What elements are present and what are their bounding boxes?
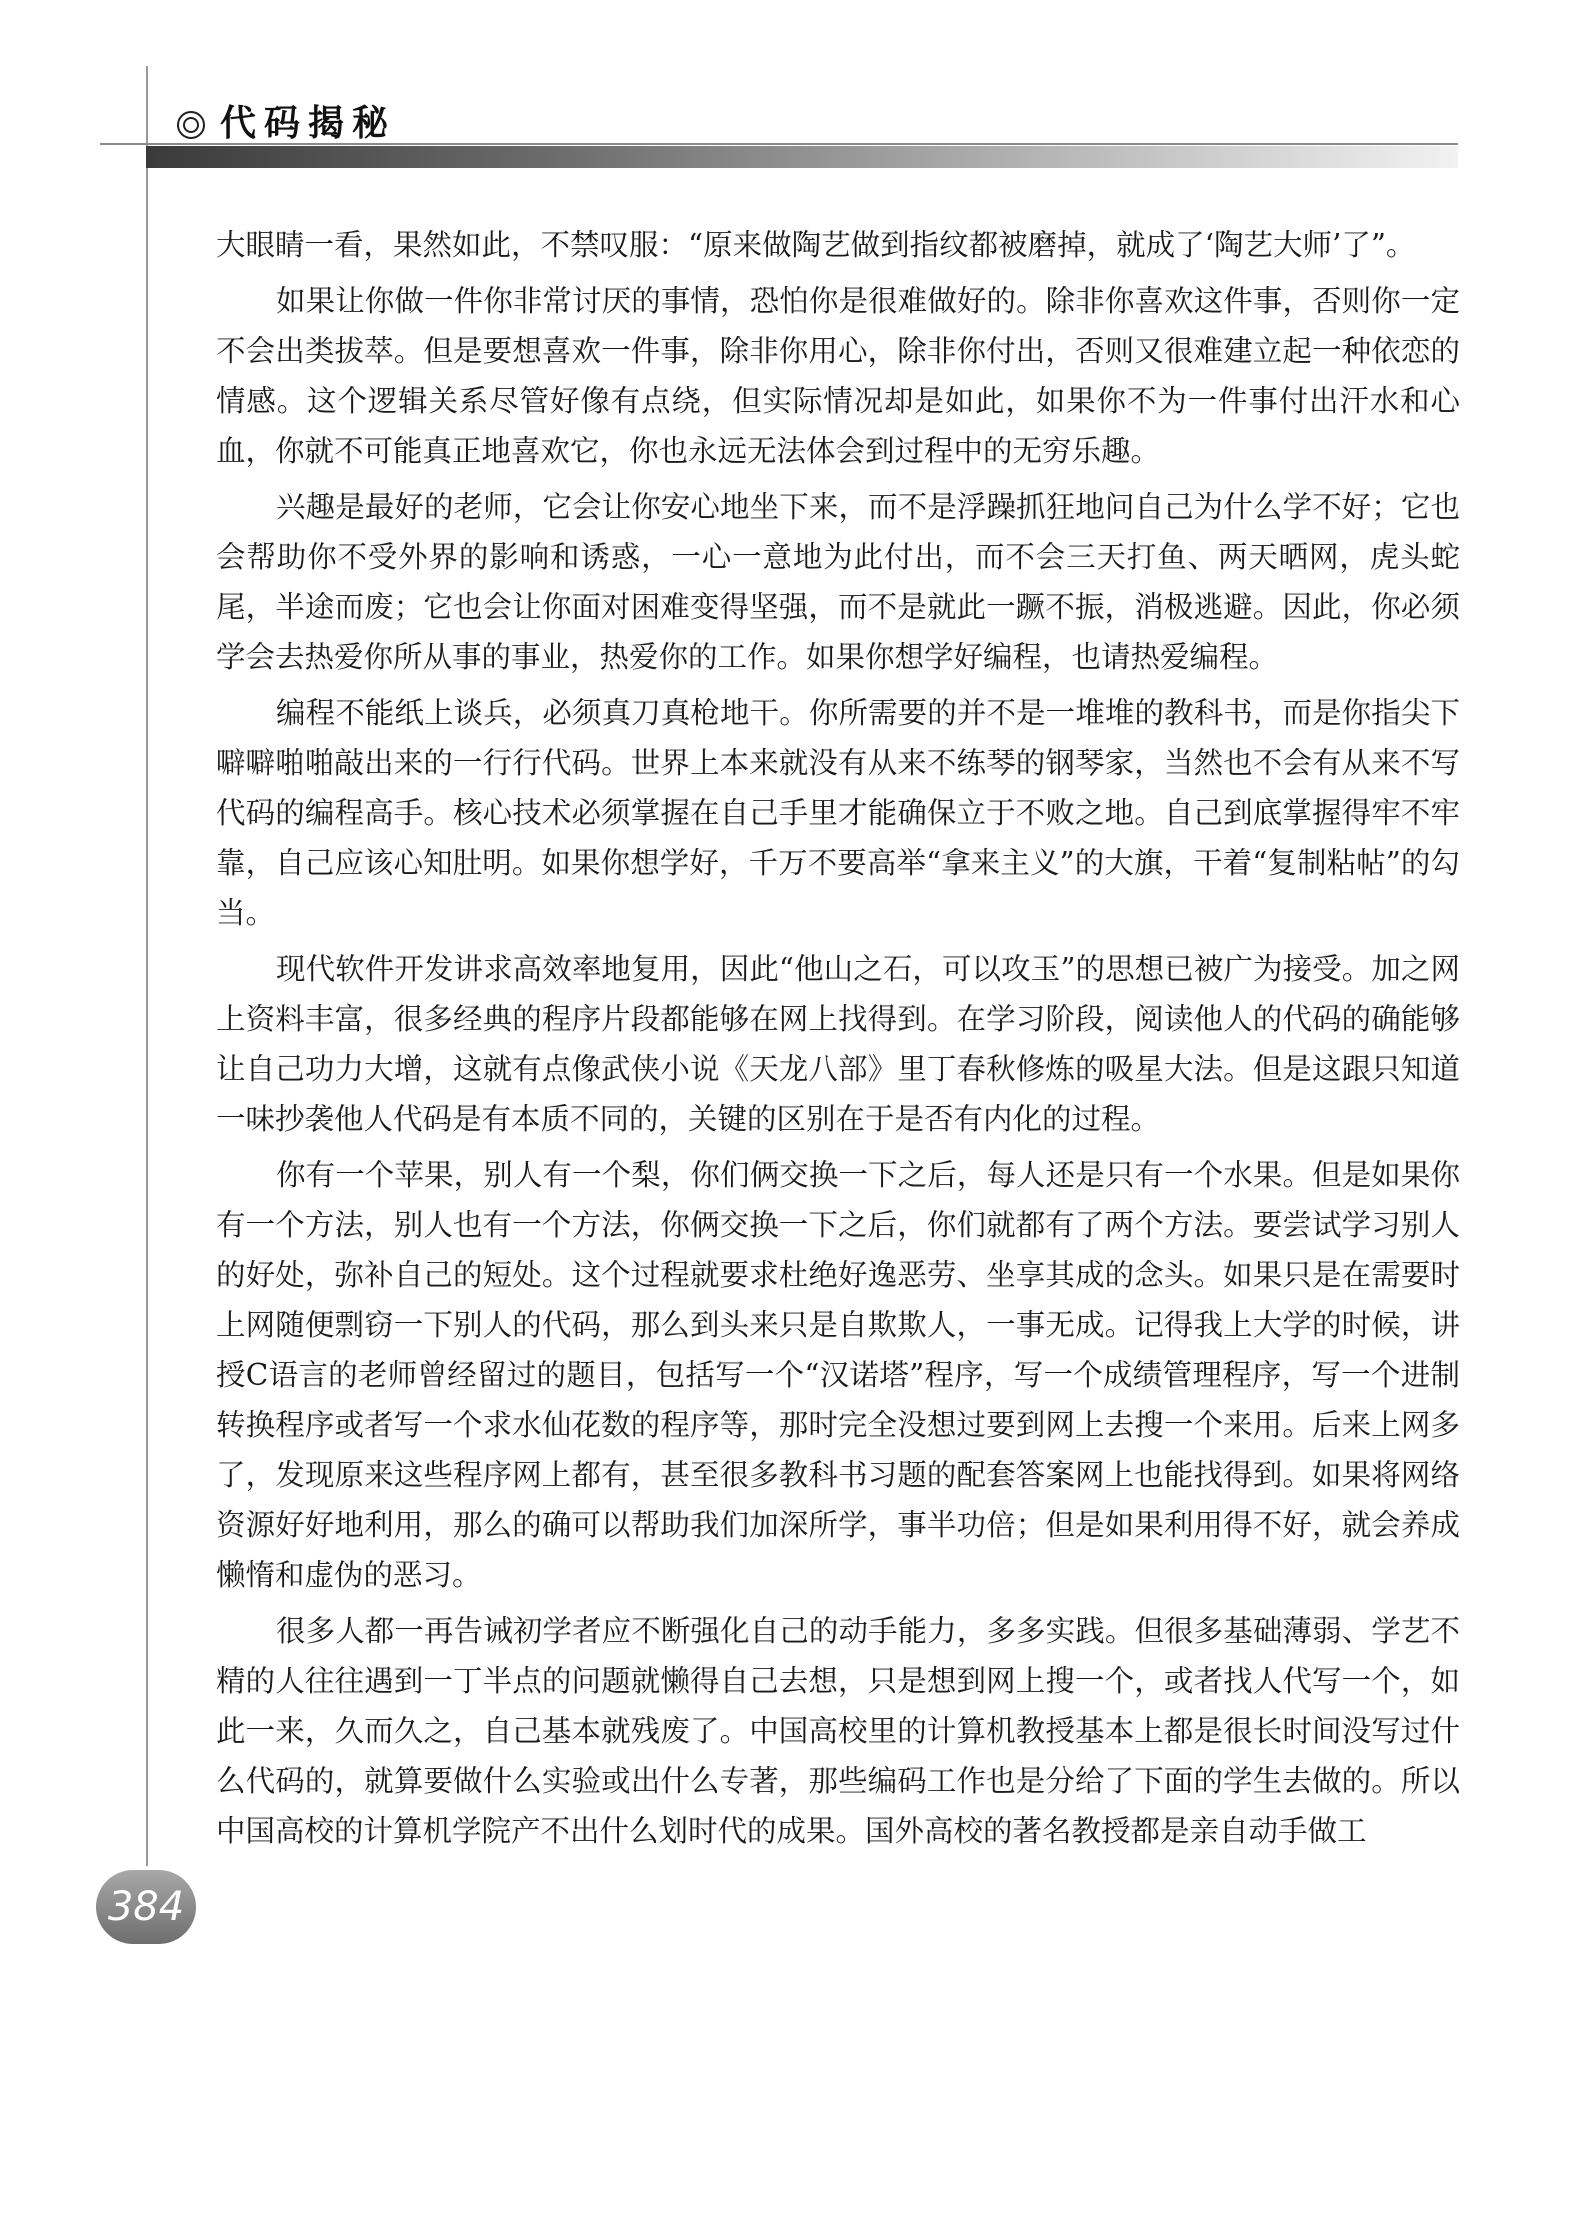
paragraph: 很多人都一再告诫初学者应不断强化自己的动手能力，多多实践。但很多基础薄弱、学艺不精的人往往遇到一丁半点的问题就懒得自己去想，只是想到网上搜一个，或者找人代写一个，如此一来，久而久之，自己基本就残废了。中国高校里的计算机教授基本上都是很长时间没写过什么代码的，就算要做什么实验或出什么专著，那些编码工作也是分给了下面的学生去做的。所以中国高校的计算机学院产不出什么划时代的成果。国外高校的著名教授都是亲自动手做工 bbox=[216, 1614, 1460, 1848]
paragraph: 你有一个苹果，别人有一个梨，你们俩交换一下之后，每人还是只有一个水果。但是如果你有一个方法，别人也有一个方法，你俩交换一下之后，你们就都有了两个方法。要尝试学习别人的好处，弥补自己的短处。这个过程就要求杜绝好逸恶劳、坐享其成的念头。如果只是在需要时上网随便剽窃一下别人的代码，那么到头来只是自欺欺人，一事无成。记得我上大学的时候，讲授C语言的老师曾经留过的题目，包括写一个“汉诺塔”程序，写一个成绩管理程序，写一个进制转换程序或者写一个求水仙花数的程序等，那时完全没想过要到网上去搜一个来用。后来上网多了，发现原来这些程序网上都有，甚至很多教科书习题的配套答案网上也能找得到。如果将网络资源好好地利用，那么的确可以帮助我们加深所学，事半功倍；但是如果利用得不好，就会养成懒惰和虚伪的恶习。 bbox=[216, 1158, 1460, 1592]
paragraph: 如果让你做一件你非常讨厌的事情，恐怕你是很难做好的。除非你喜欢这件事，否则你一定不会出类拔萃。但是要想喜欢一件事，除非你用心，除非你付出，否则又很难建立起一种依恋的情感。这个逻辑关系尽管好像有点绕，但实际情况却是如此，如果你不为一件事付出汗水和心血，你就不可能真正地喜欢它，你也永远无法体会到过程中的无穷乐趣。 bbox=[216, 284, 1460, 468]
paragraph: 编程不能纸上谈兵，必须真刀真枪地干。你所需要的并不是一堆堆的教科书，而是你指尖下噼噼啪啪敲出来的一行行代码。世界上本来就没有从来不练琴的钢琴家，当然也不会有从来不写代码的编程高手。核心技术必须掌握在自己手里才能确保立于不败之地。自己到底掌握得牢不牢靠，自己应该心知肚明。如果你想学好，千万不要高举“拿来主义”的大旗，干着“复制粘帖”的勾当。 bbox=[216, 696, 1460, 930]
margin-rule bbox=[146, 66, 148, 1866]
paragraph: 兴趣是最好的老师，它会让你安心地坐下来，而不是浮躁抓狂地问自己为什么学不好；它也会帮助你不受外界的影响和诱惑，一心一意地为此付出，而不会三天打鱼、两天晒网，虎头蛇尾，半途而废；它也会让你面对困难变得坚强，而不是就此一蹶不振，消极逃避。因此，你必须学会去热爱你所从事的事业，热爱你的工作。如果你想学好编程，也请热爱编程。 bbox=[216, 490, 1460, 674]
body-text bbox=[216, 220, 1460, 1862]
header-gradient-band bbox=[146, 146, 1458, 168]
running-header-title: 代码揭秘 bbox=[220, 103, 397, 144]
paragraph: 大眼睛一看，果然如此，不禁叹服：“原来做陶艺做到指纹都被磨掉，就成了‘陶艺大师’了”。 bbox=[216, 228, 1416, 262]
double-circle-icon bbox=[176, 110, 206, 140]
page-number: 384 bbox=[107, 1884, 185, 1930]
paragraph: 现代软件开发讲求高效率地复用，因此“他山之石，可以攻玉”的思想已被广为接受。加之网上资料丰富，很多经典的程序片段都能够在网上找得到。在学习阶段，阅读他人的代码的确能够让自己功力大增，这就有点像武侠小说《天龙八部》里丁春秋修炼的吸星大法。但是这跟只知道一味抄袭他人代码是有本质不同的，关键的区别在于是否有内化的过程。 bbox=[216, 952, 1460, 1136]
page-number-badge bbox=[96, 1870, 196, 1944]
